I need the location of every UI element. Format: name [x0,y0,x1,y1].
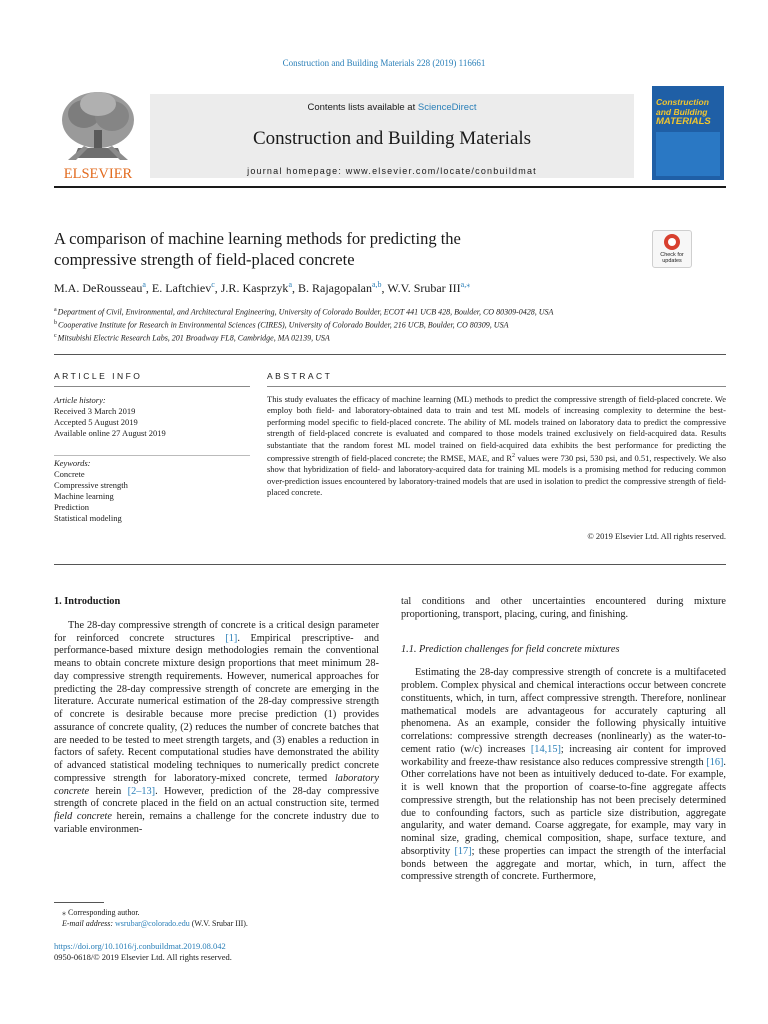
reference-link[interactable]: [17] [454,845,472,857]
keyword-item: Compressive strength [54,480,128,490]
affiliation-item [54,305,726,318]
author-name[interactable]: J.R. Kasprzyk [220,281,289,295]
affiliation-key: c [54,333,57,340]
footnote [54,907,379,929]
title-line: A comparison of machine learning methods for predicting the [54,229,461,248]
cover-image [656,132,720,176]
paragraph-text: ; these properties can impact the strength of the interfacial bonds between the aggregate and mortar, which, in turn, affect the compressive strength of concrete. Furthermore, [401,845,726,883]
emphasis-term: laboratory concrete [54,772,379,797]
affiliations [54,305,726,344]
paragraph: tal conditions and other uncertainties encountered during mixture proportioning, transport, placing, curing, and finishing. [401,596,726,620]
body-divider [54,564,726,565]
email-suffix: (W.V. Srubar III). [189,919,248,928]
paragraph-text: ; increasing air content for improved workability and freeze-thaw resistance also reduces compressive strength [401,743,726,768]
abstract-superscript: 2 [512,453,516,460]
journal-masthead [54,86,726,182]
paragraph [54,620,379,837]
keyword-item: Statistical modeling [54,513,122,523]
abstract-copyright: © 2019 Elsevier Ltd. All rights reserved. [587,531,726,541]
paragraph-text: herein, remains a challenge for the concrete industry due to variable environmen- [54,811,379,835]
journal-cover-thumbnail [652,86,724,180]
keyword-item: Concrete [54,469,85,479]
history-item: Accepted 5 August 2019 [54,417,138,427]
history-item: Received 3 March 2019 [54,406,136,416]
reference-link[interactable]: [14,15] [530,743,561,755]
reference-link[interactable]: [16] [706,756,724,768]
publisher-wordmark: ELSEVIER [63,166,133,182]
sciencedirect-link[interactable]: ScienceDirect [417,102,477,113]
author-list: M.A. DeRousseau$^a$, E. Laftchiev$^c$, J.R. Kasprzyk$^a$, B. Rajagopalan$^{a,b}$, W.V. Srubar $III^{a,⁎}$ [54,280,471,295]
keyword-item: Machine learning [54,491,114,501]
author-affiliation-mark[interactable]: a,⁎ [460,280,471,289]
doi-link[interactable]: https://doi.org/10.1016/j.conbuildmat.2019.08.042 [54,941,226,951]
article-title [54,228,614,270]
abstract-body: This study evaluates the efficacy of machine learning (ML) methods to predict the compressive strength of field-placed concrete. We employ both field- and laboratory-obtained data to train and test ML models of increasing complexity to determine the best-performing model specific to field-placed concrete. The ability of ML models trained on laboratory data to predict the compressive strength of field-placed concrete is evaluated and compared to those models trained exclusively on field-acquired data. Results substantiate that the random forest ML model trained on field-acquired data exhibits the best performance for predicting the compressive strength of field-placed concrete; the RMSE, MAE, and R [267,394,726,463]
affiliation-text: Mitsubishi Electric Research Labs, 201 Broadway FL8, Cambridge, MA 02139, USA [57,333,330,343]
affiliation-key: b [54,320,57,327]
history-label: Article history: [54,395,106,405]
subsection-heading: 1.1. Prediction challenges for field concrete mixtures [401,643,620,655]
keyword-item: Prediction [54,502,89,512]
author-name[interactable]: E. Laftchiev [151,281,212,295]
footnote-rule [54,902,104,903]
affiliation-item [54,318,726,331]
affiliation-key: a [54,307,57,313]
abstract-rule [267,386,726,387]
masthead-divider [54,186,726,188]
article-info-heading: ARTICLE INFO [54,371,143,381]
author-name[interactable]: M.A. DeRousseau [54,281,143,295]
author-name[interactable]: B. Rajagopalan [298,281,372,295]
paragraph-text: Estimating the 28-day compressive strength of concrete is a multifaceted problem. Complex physical and chemical interactions occur between concrete constituents, which, in turn, affect compressive strength. Therefore, nonlinear mathematical models are advantageous for accurately capturing all phenomena. As an example, consider the following physically intuitive correlations: compressive strength decreases (nonlinearly) as the water-to-cement ratio (w/c) increases [401,667,726,755]
abstract-heading: ABSTRACT [267,371,333,381]
issn-copyright: 0950-0618/© 2019 Elsevier Ltd. All rights reserved. [54,952,232,962]
contents-line [150,102,634,113]
affiliation-text: Department of Civil, Environmental, and Architectural Engineering, University of Colorado Boulder, ECOT 441 UCB 428, Boulder, CO 80309-0428, USA [57,307,554,317]
affiliation-text: Cooperative Institute for Research in Environmental Sciences (CIRES), University of Colorado Boulder, 216 UCB, Boulder, CO 80309, USA [58,320,509,330]
keywords-rule [54,455,250,456]
email-link[interactable]: wsrubar@colorado.edu [115,919,190,928]
keywords-label: Keywords: [54,458,91,468]
author-affiliation-mark[interactable]: c [211,280,215,289]
history-item: Available online 27 August 2019 [54,428,166,438]
affiliation-item [54,331,726,344]
elsevier-tree-icon [54,86,142,182]
elsevier-logo [54,86,142,182]
title-line: compressive strength of field-placed concrete [54,250,355,269]
author-affiliation-mark[interactable]: a [142,280,146,289]
article-info-rule [54,386,250,387]
journal-header-band [150,94,634,178]
check-for-updates-button[interactable] [652,230,692,268]
author-affiliation-mark[interactable]: a [288,280,292,289]
email-label: E-mail address: [62,919,114,928]
section-divider [54,354,726,355]
corresponding-author-note: ⁎ Corresponding author. [62,908,140,917]
author-name[interactable]: W.V. Srubar III [387,281,461,295]
email-line [54,918,379,929]
contents-prefix: Contents lists available at [307,102,418,113]
cover-title-line: Construction [656,97,709,107]
journal-homepage[interactable]: journal homepage: www.elsevier.com/locate/conbuildmat [247,166,537,176]
abstract-text [267,394,726,498]
section-heading: 1. Introduction [54,596,121,607]
cover-title-line: and Building [656,106,708,117]
check-updates-label: Check for updates [660,252,684,264]
paragraph-text: . Empirical prescriptive- and performance-based mixture design methodologies remain the conventional means to obtain concrete mixture design proportions that meet minimum 28-day compressive strength requirements. However, numerical approaches for predicting the 28-day compressive strength of concrete are emerging in the literature. Accurate numerical estimation of the 28-day compressive strength of concrete is desirable because more precise prediction (1) provides assurance of concrete quality, (2) reduces the number of concrete batches that are needed to be tested to meet strength targets, and (3) enables a reduction in factors of safety. Recent computational studies have demonstrated the ability of advanced statistical modeling techniques to numerically predict concrete compressive strength for laboratory-mixed concrete, termed [54,632,379,784]
cover-title [656,98,722,127]
body-right-column [401,596,726,884]
update-badge-icon [664,234,680,250]
body-left-column [54,596,379,837]
article-history [54,395,250,439]
cover-title-line: MATERIALS [656,116,711,127]
journal-title: Construction and Building Materials [252,128,532,149]
paragraph-text: . However, prediction of the 28-day compressive strength of concrete placed in the field on an actual construction site, termed [54,785,379,810]
paragraph-text: . Other correlations have not been as intuitively deduced to-date. For example, it is well known that the proportion of coarse-to-fine aggregate affects compressive strength, but the relationship has not been precisely determined due to confounding factors, such as particle size distribution, aggregate angularity, and water demand. Coarse aggregate, for example, may vary in nominal size, grading, chemical composition, shape, surface texture, and absorptivity [401,756,726,857]
emphasis-term: field concrete [54,811,112,822]
reference-link[interactable]: [2–13] [127,785,156,797]
paragraph-text: The 28-day compressive strength of concrete is a critical design parameter for reinforced concrete structures [54,619,379,644]
abstract-body: values were 730 psi, 530 psi, and 0.51, respectively. We also show that hybridization of field- and laboratory-acquired data for training ML models is a promising method for reducing common over-prediction issues encountered by laboratory-trained models that are used in isolation to predict the compressive strength of field-placed concrete. [267,452,726,498]
paragraph [401,667,726,884]
reference-link[interactable]: [1] [225,632,238,644]
paragraph-text: herein [89,785,128,797]
author-affiliation-mark[interactable]: a,b [371,280,382,289]
keywords-list [54,458,250,524]
journal-citation[interactable]: Construction and Building Materials 228 (2019) 116661 [282,58,486,68]
